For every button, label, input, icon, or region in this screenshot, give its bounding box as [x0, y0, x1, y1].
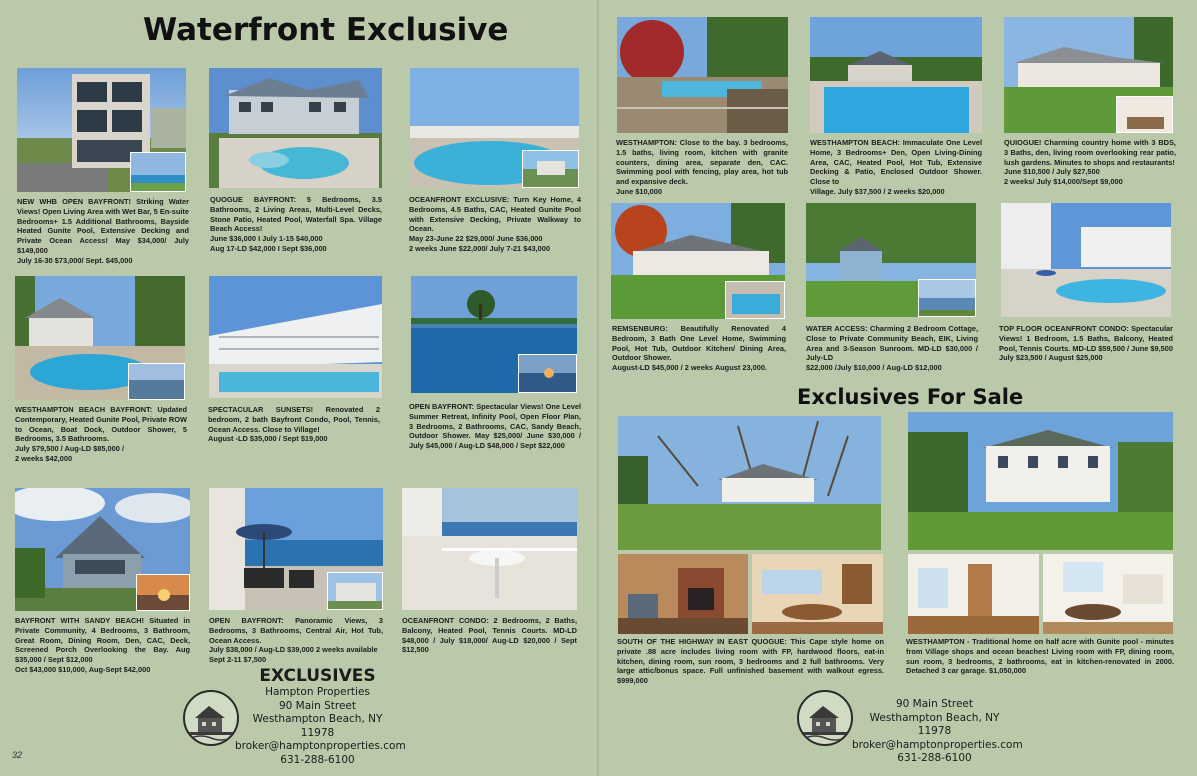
listing-caption: TOP FLOOR OCEANFRONT CONDO: Spectacular Views! 1 Bedroom, 1.5 Baths, Balcony, Heated Pool, Tennis Courts. MD-LD $59,500 / June $9,500 July $23,500 / August $25,000	[999, 324, 1174, 363]
phone-number: 631-288-6100	[280, 753, 355, 766]
listing-photo	[411, 276, 577, 393]
listing-inset-photo	[136, 574, 190, 611]
sale-photo	[908, 412, 1173, 550]
sale-photo	[618, 416, 881, 550]
listing-photo	[1001, 203, 1171, 317]
contact-block-left	[235, 666, 406, 767]
listing-photo	[806, 203, 976, 317]
listing-caption: OCEANFRONT EXCLUSIVE: Turn Key Home, 4 Bedrooms, 4.5 Baths, CAC, Heated Gunite Pool with Extensive Decking, Private Walkway to Ocean. May 23-June 22 $29,000/ June $36,000 2 weeks June $22,000/ July 7-21 $43,000	[409, 195, 581, 253]
listing-inset-photo	[522, 150, 579, 188]
listing-inset-photo	[918, 279, 976, 317]
listing-photo	[410, 68, 579, 188]
hampton-properties-logo	[797, 690, 853, 746]
contact-block-right	[852, 698, 1023, 766]
listing-caption: WESTHAMPTON BEACH BAYFRONT: Updated Contemporary, Heated Gunite Pool, Private ROW to Ocean, Boat Dock, Outdoor Shower, 5 Bedrooms, 3.5 Bathrooms. July $79,500 / Aug-LD $85,000 / 2 weeks $42,000	[15, 405, 187, 463]
listing-caption: BAYFRONT WITH SANDY BEACH! Situated in Private Community, 4 Bedrooms, 3 Bathroom, Great Room, Dining Room, Den, CAC, Deck, Screened Porch Overlooking the Bay. Aug $35,000 / Sept $12,000 Oct $43,000 $10,000, Aug-Sept $42,000	[15, 616, 190, 674]
listing-photo	[402, 488, 577, 610]
listing-caption: OCEANFRONT CONDO: 2 Bedrooms, 2 Baths, Balcony, Heated Pool, Tennis Courts. MD-LD $48,000 / July $18,000/ Aug-LD $20,000 / Sept $12,500	[402, 616, 577, 655]
listing-caption: WATER ACCESS: Charming 2 Bedroom Cottage, Close to Private Community Beach, EIK, Living Area and 3-Season Sunroom. MD-LD $30,000 / July-LD $22,000 /July $10,000 / Aug-LD $12,000	[806, 324, 978, 373]
heading-exclusives-for-sale: Exclusives For Sale	[797, 385, 1024, 409]
phone-number: 631-288-6100	[897, 752, 972, 764]
city-state-zip: Westhampton Beach, NY 11978	[252, 713, 383, 739]
street-address: 90 Main Street	[895, 698, 973, 710]
sale-photo	[1043, 554, 1173, 634]
street-address: 90 Main Street	[278, 699, 356, 712]
listing-caption: WESTHAMPTON: Close to the bay. 3 bedrooms, 1.5 baths, living room, kitchen with granite counters, dining area, separate den, CAC. Swimming pool with fencing, play area, hot tub and expansive deck. June $10,000	[616, 138, 788, 196]
listing-photo	[209, 276, 382, 398]
page-spine	[597, 0, 599, 776]
listing-caption: WESTHAMPTON BEACH: Immaculate One Level Home, 3 Bedrooms+ Den, Open Living-Dining Area, CAC, Heated Pool, Hot Tub, Extensive Decking & Patio, Enclosed Outdoor Shower. Close to Village. July $37,500 / 2 weeks $20,000	[810, 138, 982, 196]
sale-photo	[618, 554, 748, 634]
listing-inset-photo	[725, 281, 785, 319]
listing-photo	[15, 276, 185, 400]
listing-photo	[209, 488, 383, 610]
listing-caption: QUIOGUE! Charming country home with 3 BDS, 3 Baths, den, living room overlooking rear patio, lush gardens. Minutes to shops and restaurants! June $10,500 / July $27,500 2 weeks/ July $14,000/Sept $9,000	[1004, 138, 1176, 187]
listing-caption: REMSENBURG: Beautifully Renovated 4 Bedroom, 3 Bath One Level Home, Swimming Pool, Hot Tub, Outdoor Kitchen/ Dining Area, Outdoor Shower. August-LD $45,000 / 2 weeks August 23,000.	[612, 324, 786, 373]
sale-photo	[908, 554, 1039, 634]
listing-inset-photo	[130, 152, 186, 192]
listing-photo	[1004, 17, 1173, 133]
listing-photo	[209, 68, 382, 188]
listing-photo	[17, 68, 186, 192]
listing-photo	[611, 203, 785, 319]
listing-caption: SPECTACULAR SUNSETS! Renovated 2 bedroom, 2 bath Bayfront Condo, Pool, Tennis, Ocean Access. Close to Village! August -LD $35,000 / Sept $19,000	[208, 405, 380, 444]
listing-photo	[15, 488, 190, 611]
listing-inset-photo	[327, 572, 383, 610]
company-name: Hampton Properties	[265, 686, 370, 698]
listing-inset-photo	[518, 354, 577, 393]
listing-inset-photo	[1116, 96, 1173, 133]
sale-caption: WESTHAMPTON - Traditional home on half acre with Gunite pool - minutes from Village shops and ocean beaches! Living room with FP, dining room, sun room, 3 bedrooms, 2 bathrooms, eat in kitchen-renovated in 2000. Detached 3 car garage. $1,050,000	[906, 637, 1174, 676]
listing-caption: QUOGUE BAYFRONT: 5 Bedrooms, 3.5 Bathrooms, 2 Living Areas, Multi-Level Decks, Stone Patio, Heated Pool, Waterfall Spa. Village Beach Access! June $36,000 I July 1-15 $40,000 Aug 17-LD $42,000 I Sept $36,000	[210, 195, 382, 253]
listing-caption: NEW WHB OPEN BAYFRONT! Striking Water Views! Open Living Area with Wet Bar, 5 En-suite Bedrooms+ 1.5 Additional Bathrooms, Bayside Heated Gunite Pool, Extensive Decking and Private Ocean Access! May $34,000/ July $149,000 July 16-30 $73,000/ Sept. $45,000	[17, 197, 189, 265]
heading-waterfront-exclusive: Waterfront Exclusive	[143, 12, 509, 48]
sale-caption: SOUTH OF THE HIGHWAY IN EAST QUOGUE: This Cape style home on private .88 acre includes living room with FP, hardwood floors, eat-in kitchen, dining room, sun room, 3 bedrooms and 2 full bathrooms. Very large attic/bonus space. Full unfinished basement with walkout egress. $999,000	[617, 637, 884, 686]
sale-photo	[752, 554, 883, 634]
listing-inset-photo	[128, 363, 185, 400]
listing-photo	[810, 17, 982, 133]
page-number: 32	[12, 750, 23, 760]
hampton-properties-logo	[183, 690, 239, 746]
email-address: broker@hamptonproperties.com	[852, 738, 1023, 751]
email-address: broker@hamptonproperties.com	[235, 740, 406, 752]
city-state-zip: Westhampton Beach, NY 11978	[869, 711, 1000, 737]
exclusives-title: EXCLUSIVES	[259, 666, 376, 686]
listing-caption: OPEN BAYFRONT: Panoramic Views, 3 Bedrooms, 3 Bathrooms, Central Air, Hot Tub, Ocean Access. July $38,000 / Aug-LD $39,000 2 weeks available Sept 2-11 $7,500	[209, 616, 383, 665]
listing-caption: OPEN BAYFRONT: Spectacular Views! One Level Summer Retreat, Infinity Pool, Open Floor Plan, 3 Bedrooms, 2 Bathrooms, CAC, Sandy Beach, Outdoor Shower. May $25,000/ June $30,000 / July $45,000 / Aug-LD $48,000 / Sept $22,000	[409, 402, 581, 451]
listing-photo	[617, 17, 788, 133]
